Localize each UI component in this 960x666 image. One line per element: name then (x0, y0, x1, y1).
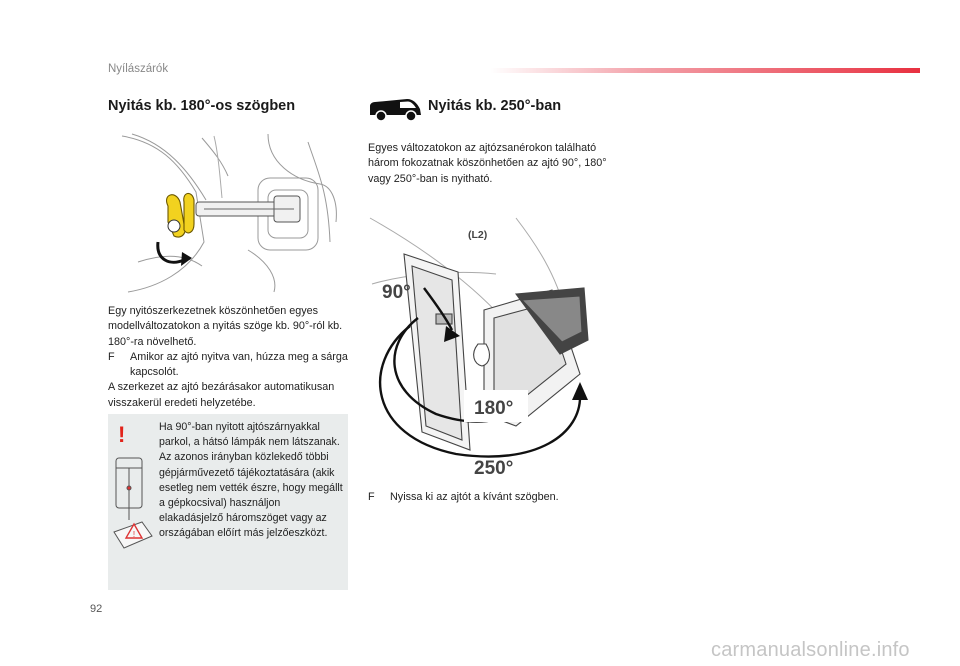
van-icon (367, 95, 423, 123)
section-title: Nyílászárók (108, 63, 169, 75)
svg-text:!: ! (132, 530, 136, 539)
left-bullet-text: Amikor az ajtó nyitva van, húzza meg a sárga kapcsolót. (130, 350, 348, 379)
right-bullet-row (368, 490, 608, 505)
header-accent-rule (490, 68, 920, 73)
door-stop-hinge-illustration (118, 132, 340, 294)
left-paragraph-2: A szerkezet az ajtó bezárásakor automatikusan visszakerül eredeti helyzetébe. (108, 381, 335, 409)
left-heading: Nyitás kb. 180°-os szögben (108, 98, 296, 114)
variant-label: (L2) (468, 229, 488, 241)
page-number: 92 (90, 603, 103, 615)
watermark: carmanualsonline.info (711, 639, 910, 661)
rear-door-opening-illustration (366, 214, 606, 476)
right-heading: Nyitás kb. 250°-ban (428, 98, 562, 114)
angle-label-90: 90° (382, 282, 411, 303)
left-paragraph-1: Egy nyitószerkezetnek köszönhetően egyes modellváltozatokon a nyitás szöge kb. 90°-ról kb. 180°-ra növelhető. (108, 305, 343, 348)
left-bullet (108, 350, 348, 381)
warning-exclamation-icon: ! (118, 422, 126, 447)
warning-text: Ha 90°-ban nyitott ajtószárnyakkal parkol, a hátsó lámpák nem látszanak. Az azonos irányban közlekedő többi gépjárművezető tájékoztatására (akik esetleg nem vették észre, hogy megállt a gépkocsival) használjon elakadásjelző háromszöget vagy az országában előírt más jelzőeszközt. (159, 421, 343, 540)
right-bullet-text: Nyissa ki az ajtót a kívánt szögben. (390, 491, 559, 503)
angle-label-250: 250° (474, 458, 514, 476)
right-intro: Egyes változatokon az ajtózsanérokon található három fokozatnak köszönhetően az ajtó 90°, 180° vagy 250°-ban is nyitható. (368, 142, 607, 185)
bullet-pointer-icon: F (368, 491, 375, 503)
left-body (108, 304, 348, 411)
angle-label-180: 180° (474, 398, 514, 419)
right-bullet (368, 490, 608, 505)
hazard-triangle-icon (112, 456, 154, 550)
bullet-pointer-icon: F (108, 350, 115, 363)
